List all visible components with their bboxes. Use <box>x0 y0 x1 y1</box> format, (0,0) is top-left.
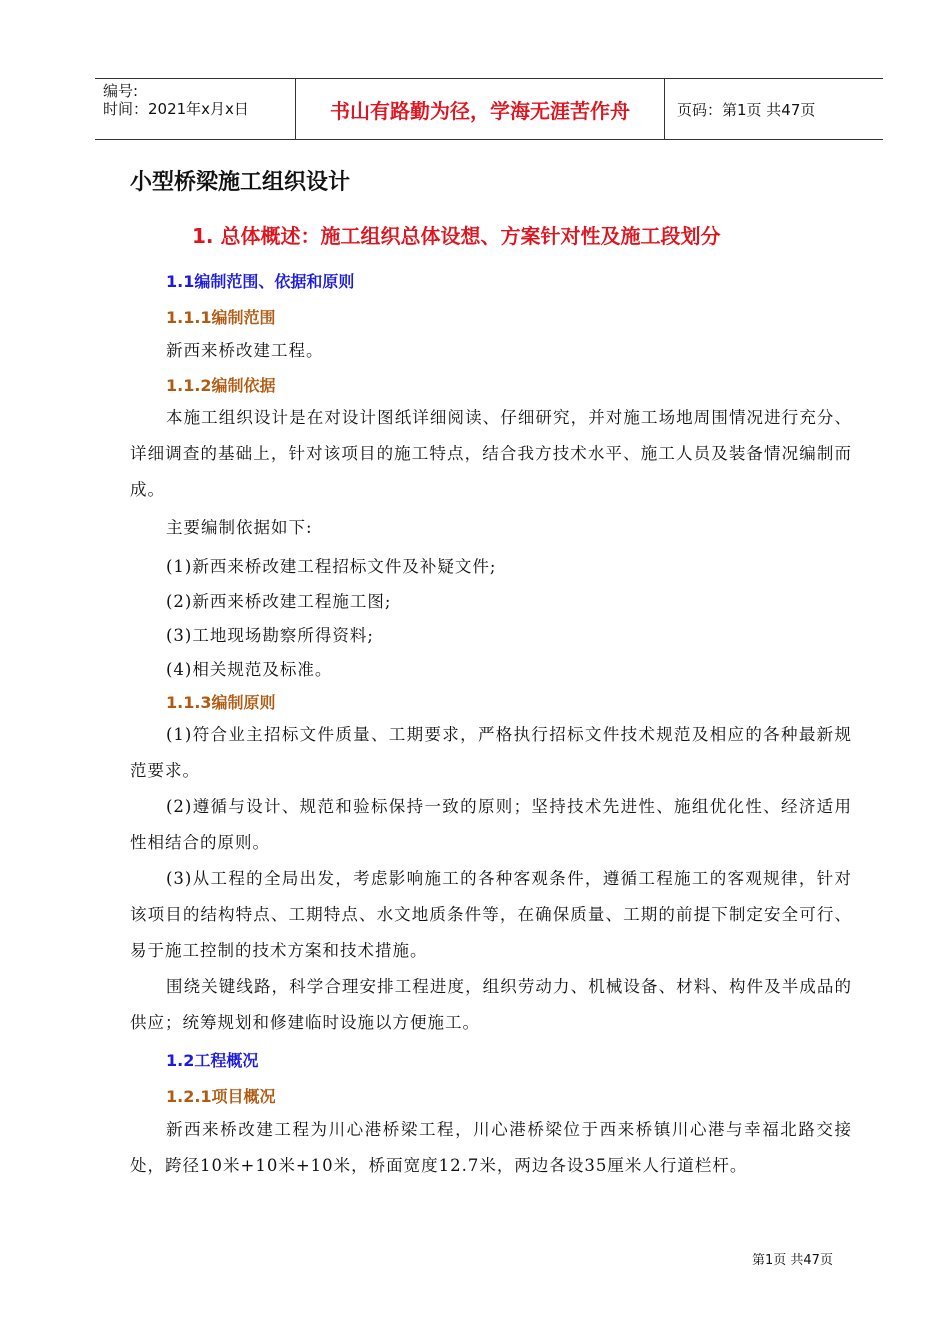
time-label: 时间：2021年x月x日 <box>103 100 249 118</box>
paragraph-scope: 新西来桥改建工程。 <box>166 341 324 360</box>
paragraph-principle-2: (2)遵循与设计、规范和验标保持一致的原则；坚持技术先进性、施组优化性、经济适用性相结合的原则。 <box>130 797 852 852</box>
paragraph-principle-1: (1)符合业主招标文件质量、工期要求，严格执行招标文件技术规范及相应的各种最新规范要求。 <box>130 725 852 780</box>
number-label: 编号: <box>103 82 139 100</box>
paragraph-overview: 新西来桥改建工程为川心港桥梁工程，川心港桥梁位于西来桥镇川心港与幸福北路交接处，跨径10米+10米+10米，桥面宽度12.7米，两边各设35厘米人行道栏杆。 <box>130 1120 852 1175</box>
paragraph-principle-4: 围绕关键线路，科学合理安排工程进度，组织劳动力、机械设备、材料、构件及半成品的供应；统筹规划和修建临时设施以方便施工。 <box>130 977 852 1032</box>
page-footer: 第1页 共47页 <box>752 1253 833 1268</box>
paragraph-basis-intro: 主要编制依据如下: <box>166 518 313 537</box>
paragraph-principle-3: (3)从工程的全局出发，考虑影响施工的各种客观条件，遵循工程施工的客观规律，针对该项目的结构特点、工期特点、水文地质条件等，在确保质量、工期的前提下制定安全可行、易于施工控制的技术方案和技术措施。 <box>130 869 852 960</box>
basis-item: (4)相关规范及标准。 <box>166 660 333 679</box>
paragraph-basis: 本施工组织设计是在对设计图纸详细阅读、仔细研究，并对施工场地周围情况进行充分、详细调查的基础上，针对该项目的施工特点，结合我方技术水平、施工人员及装备情况编制而成。 <box>130 408 852 499</box>
basis-item: (3)工地现场勘察所得资料; <box>166 626 374 645</box>
basis-item: (2)新西来桥改建工程施工图; <box>166 592 392 611</box>
header-motto: 书山有路勤为径，学海无涯苦作舟 <box>295 79 665 139</box>
section-heading-1-1-3: 1.1.3编制原则 <box>166 693 276 712</box>
section-heading-1: 1. 总体概述：施工组织总体设想、方案针对性及施工段划分 <box>192 224 721 248</box>
section-heading-1-1-1: 1.1.1编制范围 <box>166 308 276 327</box>
document-title: 小型桥梁施工组织设计 <box>130 170 351 195</box>
header-page-label: 页码：第1页 共47页 <box>677 100 816 119</box>
section-heading-1-1: 1.1编制范围、依据和原则 <box>166 272 355 291</box>
section-heading-1-1-2: 1.1.2编制依据 <box>166 376 276 395</box>
header-meta <box>95 79 295 139</box>
section-heading-1-2-1: 1.2.1项目概况 <box>166 1087 276 1106</box>
section-heading-1-2: 1.2工程概况 <box>166 1051 259 1070</box>
page-header <box>95 78 883 140</box>
basis-item: (1)新西来桥改建工程招标文件及补疑文件; <box>166 557 497 576</box>
